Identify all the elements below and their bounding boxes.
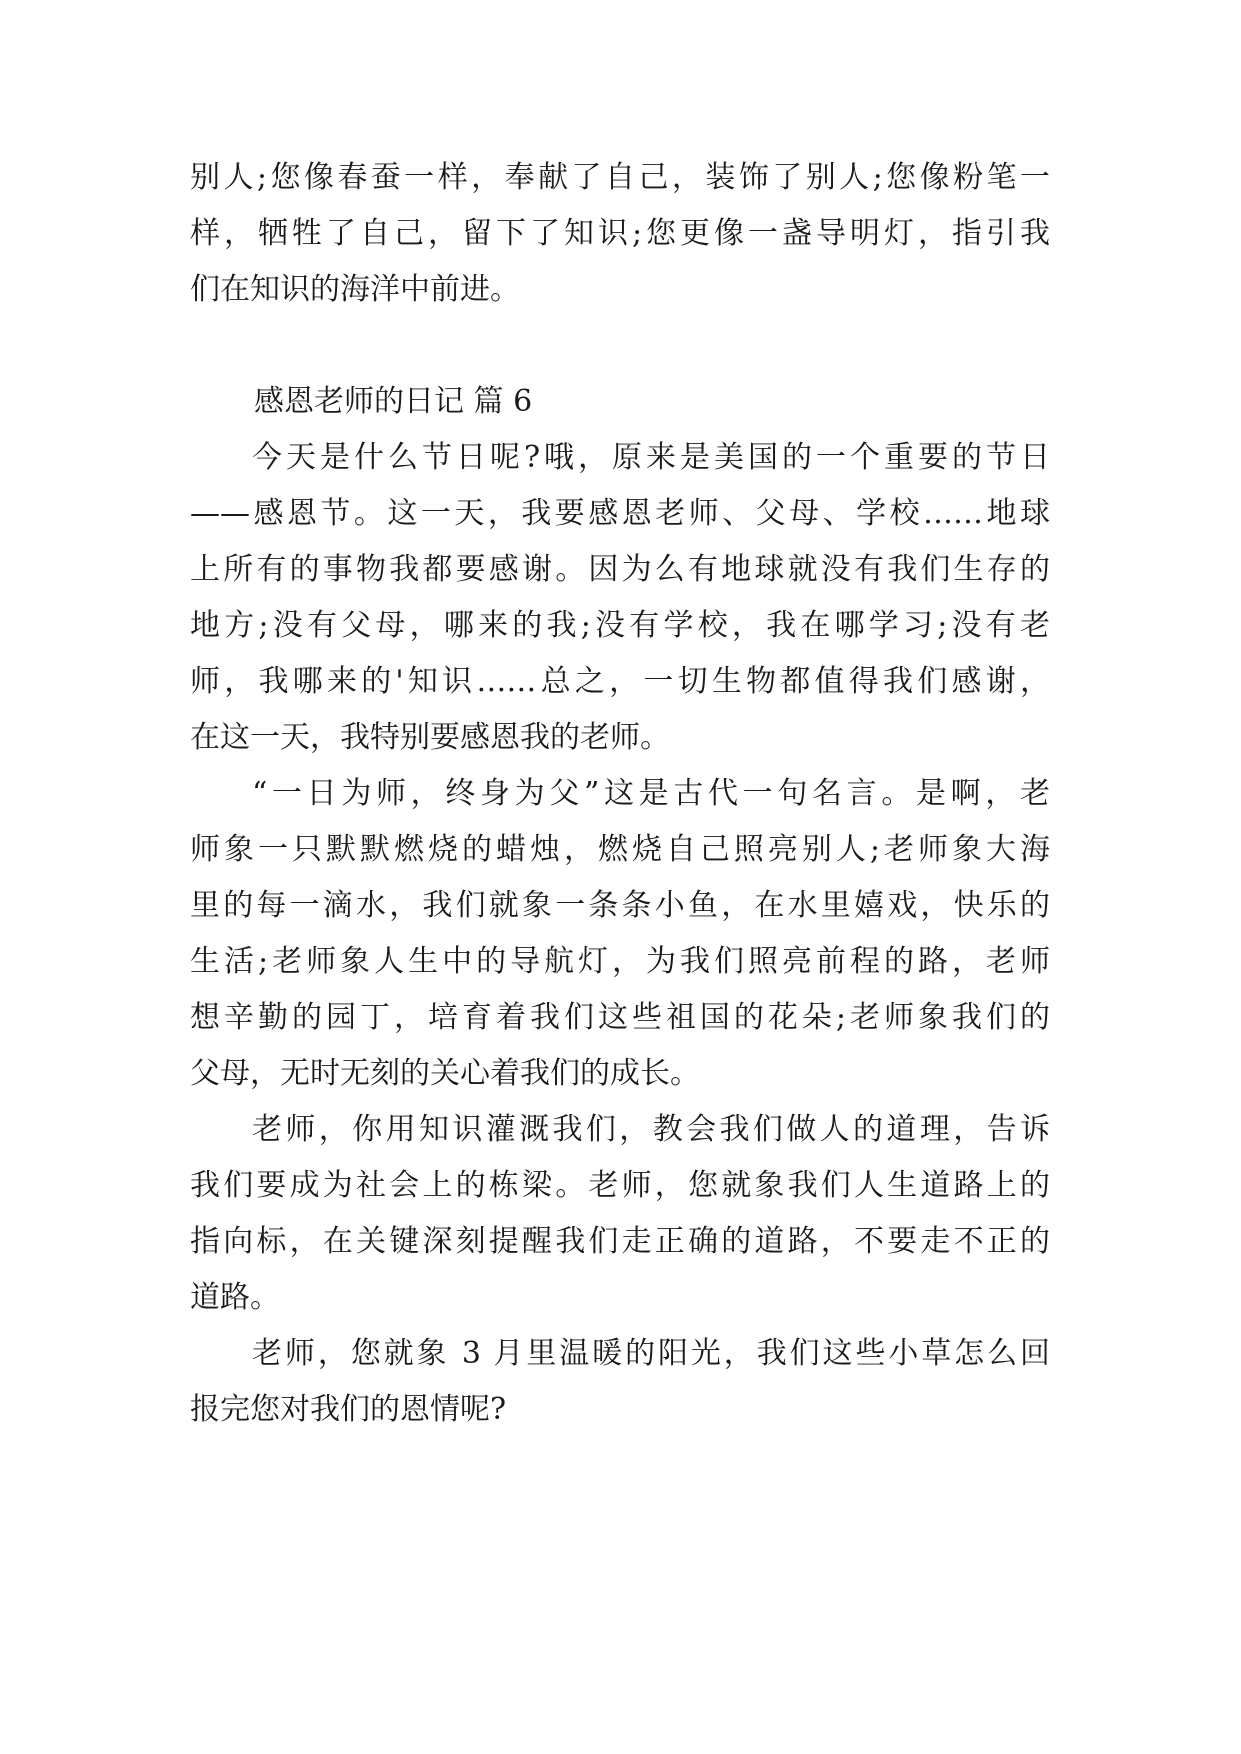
paragraph-line: 们在知识的海洋中前进。 xyxy=(190,272,520,307)
paragraph-line: 父母，无时无刻的关心着我们的成长。 xyxy=(190,1056,700,1091)
paragraph-line: 在这一天，我特别要感恩我的老师。 xyxy=(190,720,670,755)
paragraph-line: 老师，您就象 3 月里温暖的阳光，我们这些小草怎么回 xyxy=(252,1336,1050,1371)
paragraph-line: 我们要成为社会上的栋梁。老师，您就象我们人生道路上的 xyxy=(190,1168,1050,1203)
paragraph-line: 指向标，在关键深刻提醒我们走正确的道路，不要走不正的 xyxy=(190,1224,1050,1259)
paragraph-line: 师象一只默默燃烧的蜡烛，燃烧自己照亮别人;老师象大海 xyxy=(190,832,1050,867)
paragraph-line: 师，我哪来的'知识……总之，一切生物都值得我们感谢， xyxy=(190,664,1050,699)
paragraph-line: 想辛勤的园丁，培育着我们这些祖国的花朵;老师象我们的 xyxy=(190,1000,1050,1035)
paragraph-line: 报完您对我们的恩情呢? xyxy=(190,1392,507,1427)
paragraph-line: 道路。 xyxy=(190,1280,280,1315)
paragraph-line: 今天是什么节日呢?哦，原来是美国的一个重要的节日 xyxy=(252,440,1050,475)
paragraph-line: 里的每一滴水，我们就象一条条小鱼，在水里嬉戏，快乐的 xyxy=(190,888,1050,923)
paragraph-line: 老师，你用知识灌溉我们，教会我们做人的道理，告诉 xyxy=(252,1112,1050,1147)
paragraph-line: ——感恩节。这一天，我要感恩老师、父母、学校……地球 xyxy=(190,496,1050,531)
paragraph-line: 生活;老师象人生中的导航灯，为我们照亮前程的路，老师 xyxy=(190,944,1050,979)
paragraph-line: 上所有的事物我都要感谢。因为么有地球就没有我们生存的 xyxy=(190,552,1050,587)
section-heading: 感恩老师的日记 篇 6 xyxy=(254,384,533,419)
paragraph-line: 样，牺牲了自己，留下了知识;您更像一盏导明灯，指引我 xyxy=(190,216,1050,251)
paragraph-line: 别人;您像春蚕一样，奉献了自己，装饰了别人;您像粉笔一 xyxy=(190,160,1050,195)
paragraph-line: 地方;没有父母，哪来的我;没有学校，我在哪学习;没有老 xyxy=(190,608,1050,643)
paragraph-line: “一日为师，终身为父”这是古代一句名言。是啊，老 xyxy=(252,776,1050,811)
